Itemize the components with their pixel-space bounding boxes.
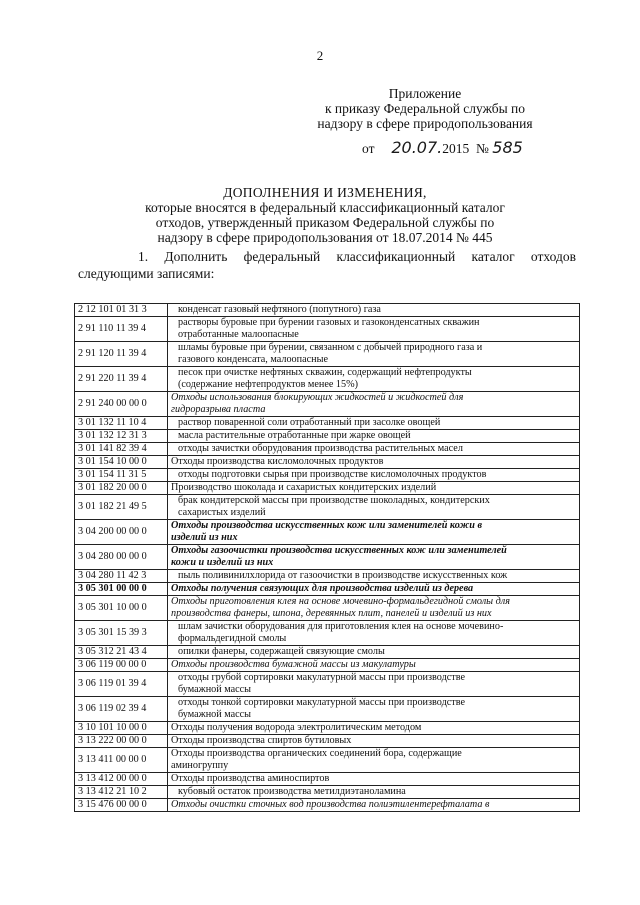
table-row xyxy=(75,456,580,469)
waste-name-line: пыль поливинилхлорида от газоочистки в производстве искусственных кож xyxy=(178,570,508,581)
waste-name-line: раствор поваренной соли отработанный при засолке овощей xyxy=(178,417,441,428)
waste-name-line: отработанные малоопасные xyxy=(178,329,299,340)
table-row xyxy=(75,748,580,773)
waste-code-cell: 3 06 119 00 00 0 xyxy=(75,659,168,672)
waste-name-line: Отходы производства органических соединений бора, содержащие xyxy=(171,748,462,759)
appendix-line: надзору в сфере природопользования xyxy=(317,116,533,131)
table-row xyxy=(75,596,580,621)
table-row xyxy=(75,304,580,317)
intro-line: 1. Дополнить федеральный классификационный каталог отходов xyxy=(138,249,576,264)
page-number: 2 xyxy=(316,48,324,63)
table-row xyxy=(75,621,580,646)
table-row xyxy=(75,659,580,672)
waste-name-line: растворы буровые при бурении газовых и газоконденсатных скважин xyxy=(178,317,480,328)
waste-name-line: производства фанеры, шпона, деревянных плит, панелей и изделий из них xyxy=(171,608,492,619)
waste-code-cell: 3 01 132 11 10 4 xyxy=(75,417,168,430)
waste-name-line: Отходы получения водорода электролитическим методом xyxy=(171,722,422,733)
appendix-line: к приказу Федеральной службы по xyxy=(324,101,526,116)
waste-name-line: аминогруппу xyxy=(171,760,229,771)
waste-code-cell: 3 04 280 11 42 3 xyxy=(75,570,168,583)
waste-name-cell xyxy=(168,342,580,367)
waste-code-cell: 2 91 240 00 00 0 xyxy=(75,392,168,417)
waste-name-cell xyxy=(168,583,580,596)
waste-code-cell: 3 13 412 21 10 2 xyxy=(75,786,168,799)
waste-name-line: шлам зачистки оборудования для приготовления клея на основе мочевино- xyxy=(178,621,504,632)
waste-name-line: Отходы приготовления клея на основе мочевино-формальдегидной смолы для xyxy=(171,596,510,607)
waste-name-cell xyxy=(168,430,580,443)
waste-name-line: Отходы получения связующих для производства изделий из дерева xyxy=(171,583,474,594)
table-row xyxy=(75,417,580,430)
waste-code-cell: 3 05 301 00 00 0 xyxy=(75,583,168,596)
waste-name-line: Отходы производства кисломолочных продуктов xyxy=(171,456,384,467)
waste-name-line: бумажной массы xyxy=(178,684,252,695)
waste-code-cell: 3 05 301 15 39 3 xyxy=(75,621,168,646)
waste-code-cell: 3 01 154 11 31 5 xyxy=(75,469,168,482)
waste-code-cell: 3 01 154 10 00 0 xyxy=(75,456,168,469)
intro-paragraph xyxy=(78,248,576,282)
waste-catalog-table xyxy=(74,303,580,812)
waste-code-cell: 3 04 200 00 00 0 xyxy=(75,520,168,545)
waste-code-cell: 3 15 476 00 00 0 xyxy=(75,799,168,812)
waste-code-cell: 2 91 110 11 39 4 xyxy=(75,317,168,342)
waste-name-line: формальдегидной смолы xyxy=(178,633,287,644)
table-row xyxy=(75,430,580,443)
waste-code-cell: 3 05 312 21 43 4 xyxy=(75,646,168,659)
table-row xyxy=(75,570,580,583)
waste-name-cell xyxy=(168,748,580,773)
waste-name-cell xyxy=(168,786,580,799)
order-date-line xyxy=(362,138,523,157)
waste-name-cell xyxy=(168,495,580,520)
waste-catalog-body xyxy=(75,304,580,812)
waste-name-cell xyxy=(168,367,580,392)
waste-name-cell xyxy=(168,304,580,317)
table-row xyxy=(75,735,580,748)
order-year: 2015 xyxy=(442,141,470,156)
waste-code-cell: 2 12 101 01 31 3 xyxy=(75,304,168,317)
waste-name-line: отходы тонкой сортировки макулатурной массы при производстве xyxy=(178,697,466,708)
waste-code-cell: 3 13 222 00 00 0 xyxy=(75,735,168,748)
waste-name-cell xyxy=(168,443,580,456)
waste-name-line: опилки фанеры, содержащей связующие смолы xyxy=(178,646,385,657)
waste-code-cell: 2 91 120 11 39 4 xyxy=(75,342,168,367)
waste-code-cell: 3 13 411 00 00 0 xyxy=(75,748,168,773)
waste-name-line: отходы грубой сортировки макулатурной массы при производстве xyxy=(178,672,465,683)
table-row xyxy=(75,342,580,367)
waste-name-cell xyxy=(168,735,580,748)
waste-name-line: кожи и изделий из них xyxy=(171,557,274,568)
waste-name-line: отходы подготовки сырья при производстве кисломолочных продуктов xyxy=(178,469,487,480)
waste-name-line: Отходы производства аминоспиртов xyxy=(171,773,330,784)
waste-code-cell: 2 91 220 11 39 4 xyxy=(75,367,168,392)
appendix-line: Приложение xyxy=(388,86,462,101)
waste-name-cell xyxy=(168,722,580,735)
waste-name-line: конденсат газовый нефтяного (попутного) газа xyxy=(178,304,381,315)
table-row xyxy=(75,646,580,659)
waste-name-cell xyxy=(168,469,580,482)
waste-name-cell xyxy=(168,697,580,722)
waste-name-cell xyxy=(168,570,580,583)
waste-name-line: Отходы газоочистки производства искусственных кож или заменителей xyxy=(171,545,507,556)
order-number-label: № xyxy=(476,141,489,156)
waste-name-line: сахаристых изделий xyxy=(178,507,266,518)
title-line: ДОПОЛНЕНИЯ И ИЗМЕНЕНИЯ, xyxy=(223,185,427,200)
waste-code-cell: 3 01 182 20 00 0 xyxy=(75,482,168,495)
waste-name-line: масла растительные отработанные при жарке овощей xyxy=(178,430,411,441)
waste-name-cell xyxy=(168,456,580,469)
table-row xyxy=(75,317,580,342)
waste-name-cell xyxy=(168,646,580,659)
title-line: которые вносятся в федеральный классификационный каталог xyxy=(145,200,505,215)
waste-name-line: Производство шоколада и сахаристых кондитерских изделий xyxy=(171,482,437,493)
waste-code-cell: 3 06 119 01 39 4 xyxy=(75,672,168,697)
waste-name-line: гидроразрыва пласта xyxy=(171,404,266,415)
document-title xyxy=(110,185,540,245)
waste-name-cell xyxy=(168,773,580,786)
waste-name-cell xyxy=(168,392,580,417)
table-row xyxy=(75,697,580,722)
table-row xyxy=(75,722,580,735)
waste-code-cell: 3 05 301 10 00 0 xyxy=(75,596,168,621)
waste-code-cell: 3 06 119 02 39 4 xyxy=(75,697,168,722)
intro-line: следующими записями: xyxy=(78,266,215,281)
appendix-header xyxy=(300,86,550,131)
waste-name-cell xyxy=(168,596,580,621)
waste-name-cell xyxy=(168,799,580,812)
waste-name-line: изделий из них xyxy=(171,532,238,543)
table-row xyxy=(75,443,580,456)
waste-name-line: Отходы производства искусственных кож или заменителей кожи в xyxy=(171,520,483,531)
table-row xyxy=(75,583,580,596)
waste-name-line: шламы буровые при бурении, связанном с добычей природного газа и xyxy=(178,342,483,353)
waste-code-cell: 3 10 101 10 00 0 xyxy=(75,722,168,735)
waste-name-line: песок при очистке нефтяных скважин, содержащий нефтепродукты xyxy=(178,367,472,378)
waste-name-line: брак кондитерской массы при производстве шоколадных, кондитерских xyxy=(178,495,490,506)
waste-code-cell: 3 04 280 00 00 0 xyxy=(75,545,168,570)
waste-name-cell xyxy=(168,672,580,697)
waste-name-cell xyxy=(168,659,580,672)
waste-name-line: Отходы производства бумажной массы из макулатуры xyxy=(171,659,416,670)
table-row xyxy=(75,786,580,799)
waste-name-cell xyxy=(168,417,580,430)
waste-name-cell xyxy=(168,621,580,646)
waste-name-line: Отходы производства спиртов бутиловых xyxy=(171,735,352,746)
waste-code-cell: 3 01 132 12 31 3 xyxy=(75,430,168,443)
waste-name-cell xyxy=(168,482,580,495)
waste-name-line: кубовый остаток производства метилдиэтаноламина xyxy=(178,786,406,797)
table-row xyxy=(75,495,580,520)
order-date-handwritten: 20.07. xyxy=(391,138,443,157)
waste-name-line: Отходы использования блокирующих жидкостей и жидкостей для xyxy=(171,392,464,403)
waste-code-cell: 3 01 182 21 49 5 xyxy=(75,495,168,520)
waste-name-line: газового конденсата, малоопасные xyxy=(178,354,328,365)
order-number-handwritten: 585 xyxy=(492,138,523,157)
title-line: надзору в сфере природопользования от 18.07.2014 № 445 xyxy=(157,230,493,245)
table-row xyxy=(75,469,580,482)
table-row xyxy=(75,482,580,495)
waste-name-cell xyxy=(168,520,580,545)
order-prefix: от xyxy=(362,141,375,156)
waste-name-cell xyxy=(168,317,580,342)
waste-code-cell: 3 01 141 82 39 4 xyxy=(75,443,168,456)
table-row xyxy=(75,367,580,392)
table-row xyxy=(75,672,580,697)
waste-name-cell xyxy=(168,545,580,570)
title-line: отходов, утвержденный приказом Федеральной службы по xyxy=(155,215,495,230)
waste-name-line: (содержание нефтепродуктов менее 15%) xyxy=(178,379,359,390)
table-row xyxy=(75,520,580,545)
table-row xyxy=(75,392,580,417)
table-row xyxy=(75,799,580,812)
waste-name-line: бумажной массы xyxy=(178,709,252,720)
table-row xyxy=(75,545,580,570)
waste-name-line: Отходы очистки сточных вод производства полиэтилентерефталата в xyxy=(171,799,490,810)
table-row xyxy=(75,773,580,786)
waste-name-line: отходы зачистки оборудования производства растительных масел xyxy=(178,443,463,454)
waste-code-cell: 3 13 412 00 00 0 xyxy=(75,773,168,786)
